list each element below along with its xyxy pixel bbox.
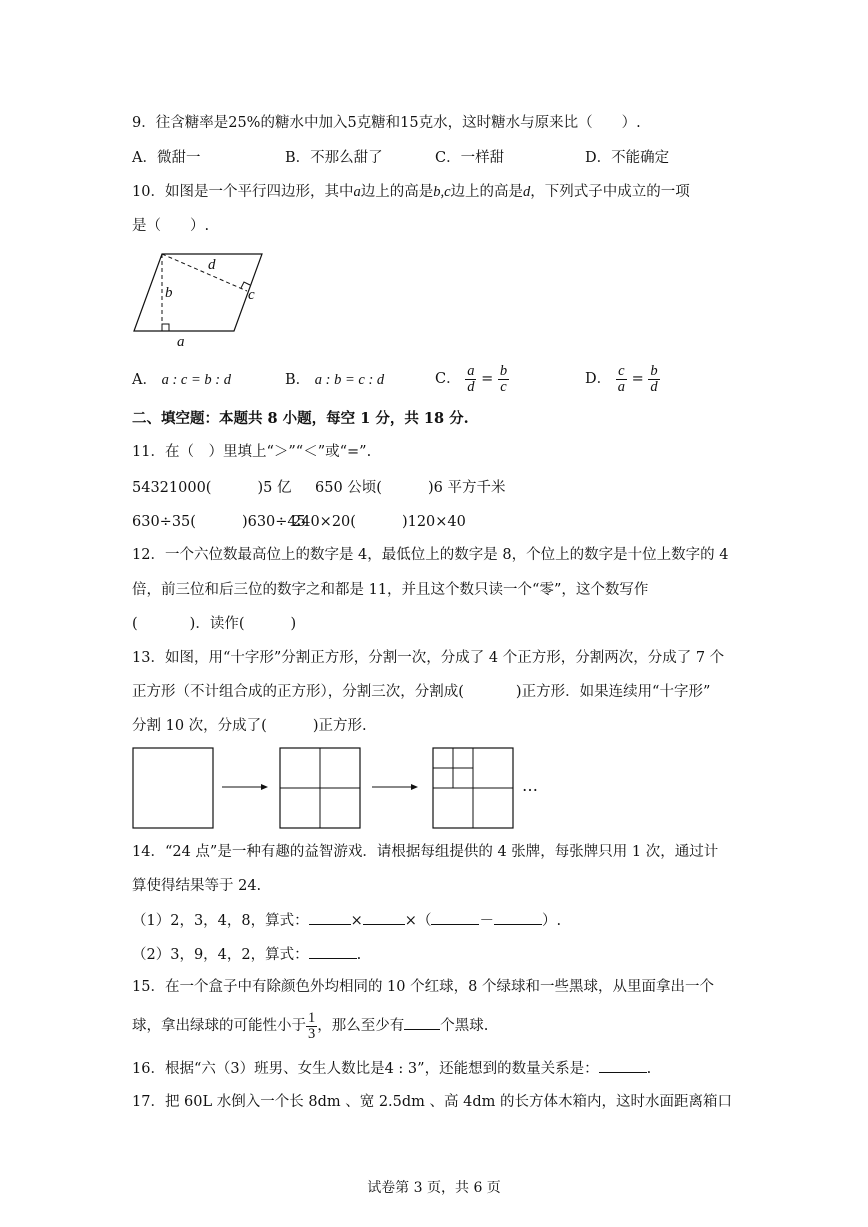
- q15-line2: 球，拿出绿球的可能性小于 $\frac{1}{3}$ ，那么至少有 个黑球.: [132, 1009, 489, 1042]
- q13-line3: 分割 10 次，分成了( )正方形.: [132, 718, 367, 734]
- q10-stem-line2: 是（ ）.: [132, 218, 210, 234]
- page-footer: 试卷第 3 页，共 6 页: [367, 1180, 501, 1196]
- q13-ellipsis: …: [522, 776, 538, 795]
- q14-line2: 算使得结果等于 24.: [132, 878, 262, 894]
- q9-stem: 9．往含糖率是25%的糖水中加入5克糖和15克水，这时糖水与原来比（ ）.: [132, 115, 641, 131]
- q17-line: 17．把 60L 水倒入一个长 8dm 、宽 2.5dm 、高 4dm 的长方体木箱内，这时水面距离箱口: [132, 1094, 733, 1110]
- q9-option-b: B．不那么甜了: [285, 150, 383, 166]
- q10-option-b: B． a : b = c : d: [285, 372, 385, 388]
- section-heading: 二、填空题：本题共 8 小题，每空 1 分，共 18 分.: [132, 410, 469, 427]
- q11-row1-item1: 54321000( )5 亿: [132, 480, 292, 496]
- label-a: a: [177, 334, 185, 350]
- q12-line3: ( )．读作( ): [132, 616, 297, 632]
- arrow-1-head: [261, 784, 268, 790]
- cross-division-figure: [130, 745, 550, 830]
- q11-row2-item1: 630÷35( )630÷45: [132, 514, 306, 530]
- right-angle-b: [162, 324, 169, 331]
- q14-sub1: （1）2，3，4，8，算式： × ×（ － ）.: [132, 910, 561, 931]
- q13-line1: 13．如图，用“十字形”分割正方形，分割一次，分成了 4 个正方形，分割两次，分成了 7 个: [132, 650, 725, 666]
- q13-line2: 正方形（不计组合成的正方形），分割三次，分割成( )正方形．如果连续用“十字形”: [132, 684, 711, 700]
- height-d: [162, 254, 247, 291]
- q15-line1: 15．在一个盒子中有除颜色外均相同的 10 个红球，8 个绿球和一些黑球，从里面拿出一个: [132, 979, 714, 995]
- q12-line1: 12．一个六位数最高位上的数字是 4，最低位上的数字是 8，个位上的数字是十位上数字的 4: [132, 547, 729, 563]
- parallelogram-figure: [120, 245, 280, 351]
- q9-option-a: A．微甜一: [132, 150, 201, 166]
- q11-row1-item2: 650 公顷( )6 平方千米: [315, 480, 506, 496]
- arrow-2-head: [411, 784, 418, 790]
- q10-stem-line1: 10．如图是一个平行四边形，其中a边上的高是b,c边上的高是d，下列式子中成立的一项: [132, 184, 690, 200]
- q12-line2: 倍，前三位和后三位的数字之和都是 11，并且这个数只读一个“零”，这个数写作: [132, 582, 649, 598]
- q16-line: 16．根据“六（3）班男、女生人数比是4 : 3”，还能想到的数量关系是： .: [132, 1058, 651, 1079]
- label-c: c: [248, 287, 255, 303]
- label-b: b: [165, 285, 173, 301]
- q10-option-a: A． a : c = b : d: [132, 372, 231, 388]
- q9-option-c: C．一样甜: [435, 150, 505, 166]
- q14-line1: 14．“24 点”是一种有趣的益智游戏．请根据每组提供的 4 张牌，每张牌只用 1 次，通过计: [132, 844, 719, 860]
- parallelogram-outline: [134, 254, 262, 331]
- label-d: d: [208, 257, 216, 273]
- q10-option-c: C． $\frac{a}{d}$ = $\frac{b}{c}$: [435, 362, 508, 395]
- q11-row2-item2: 240×20( )120×40: [292, 514, 466, 530]
- q14-sub2: （2）3，9，4，2，算式： .: [132, 944, 361, 965]
- q10-option-d: D． $\frac{c}{a}$ = $\frac{b}{d}$: [585, 362, 658, 395]
- q11-stem: 11．在（ ）里填上“＞”“＜”或“=”.: [132, 444, 372, 460]
- q9-option-d: D．不能确定: [585, 150, 670, 166]
- square-step0: [133, 748, 213, 828]
